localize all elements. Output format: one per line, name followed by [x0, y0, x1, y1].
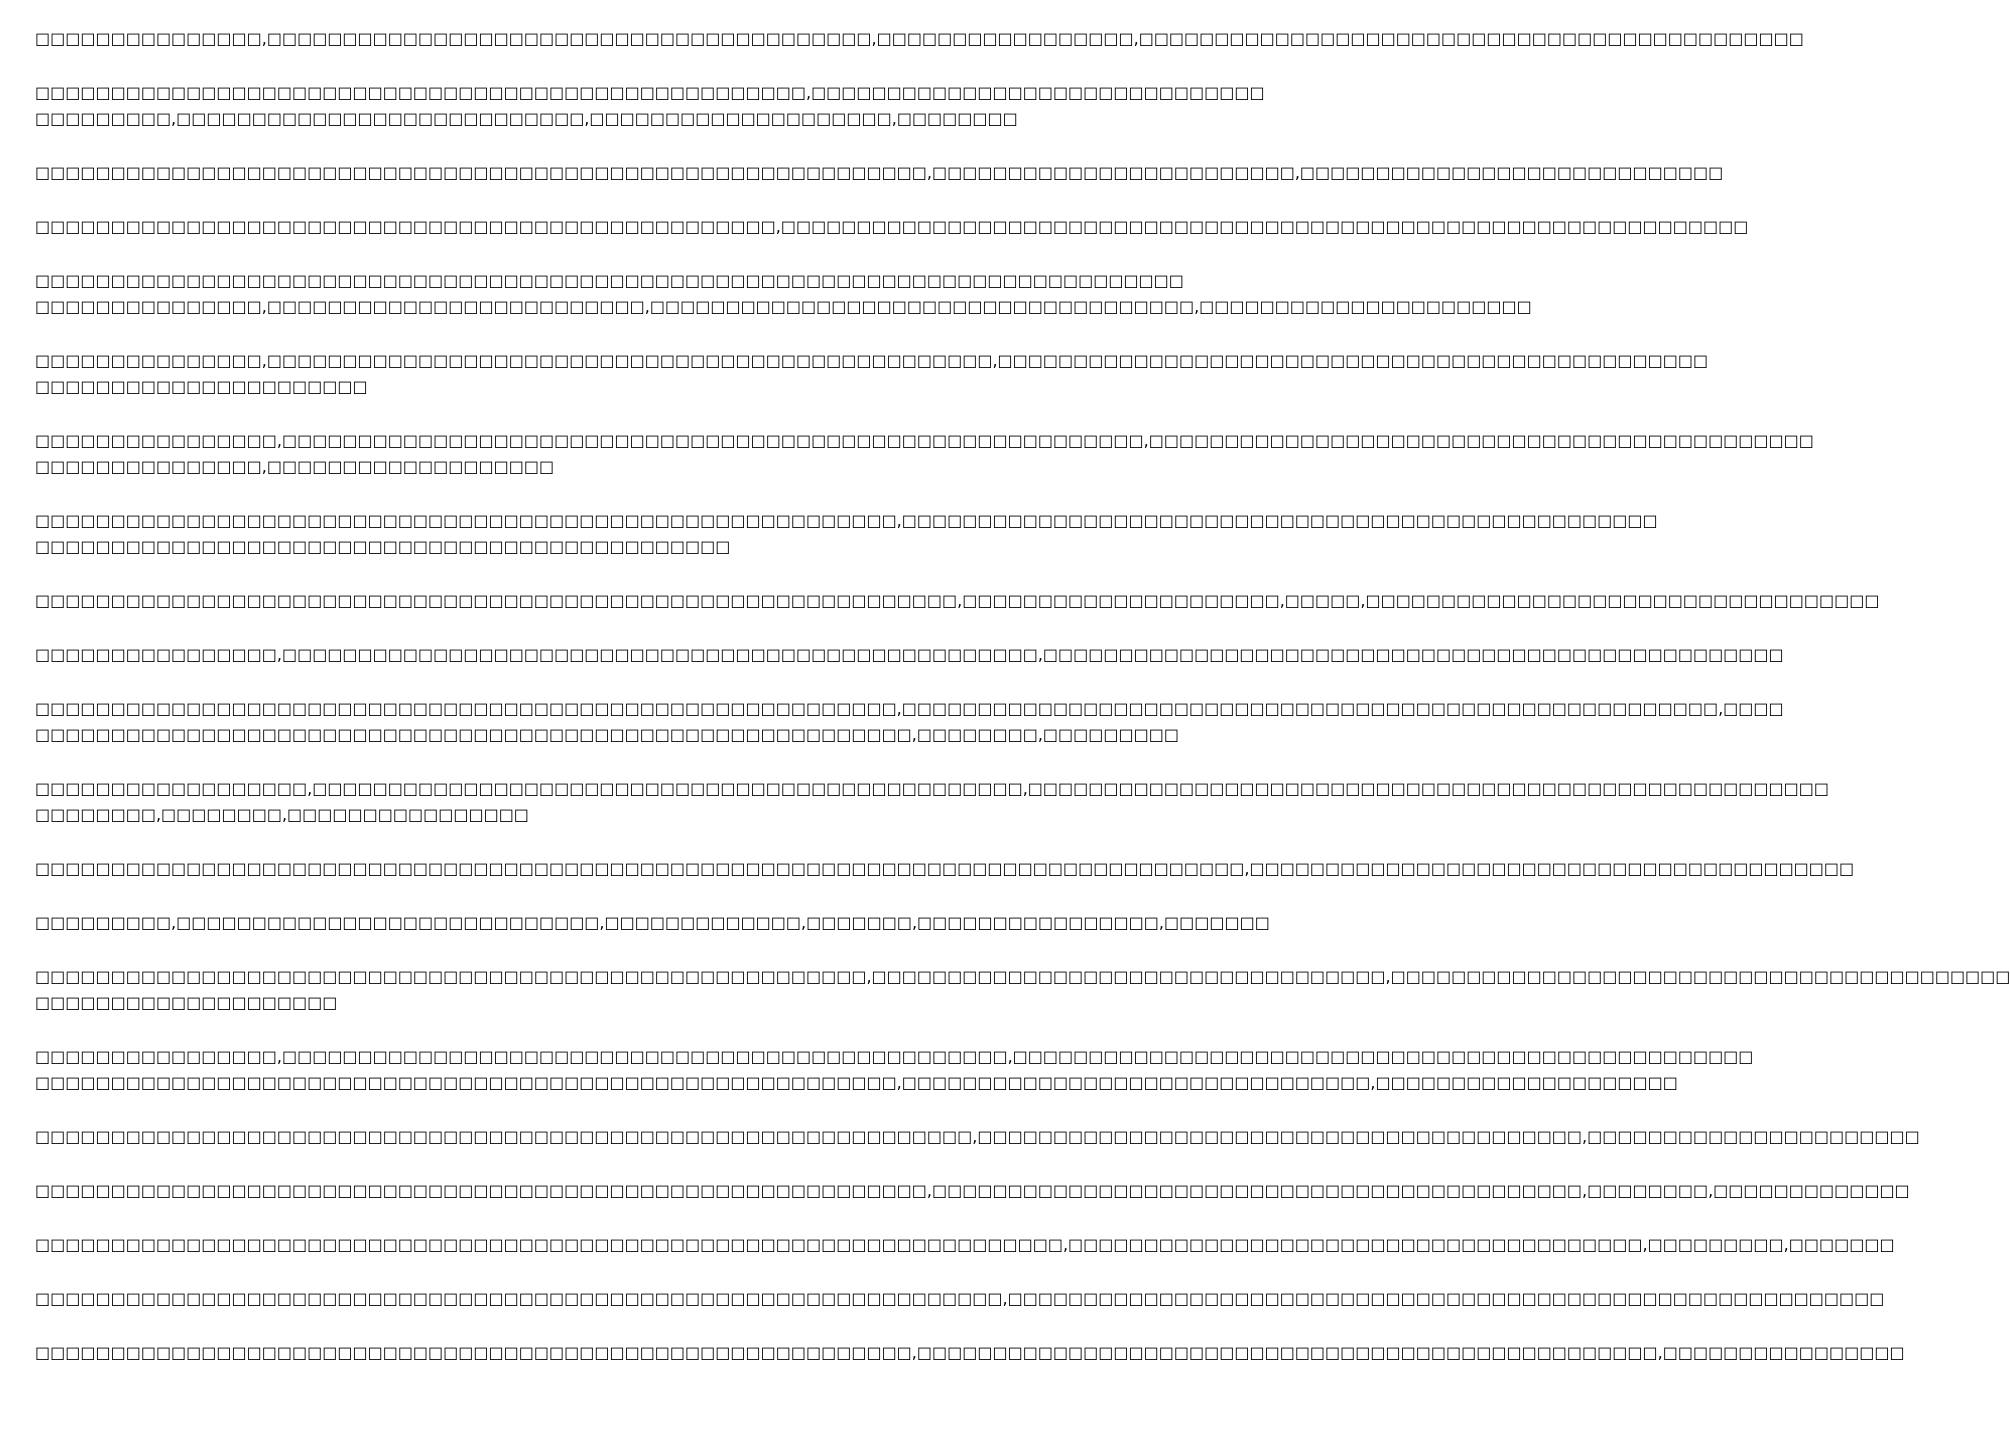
paragraph — [35, 1178, 1910, 1204]
text-line: □□□□□□□□□□□□□□□□□□□□□□□□□□□□□□□□□□□□□□□□□□□□□□□□□□□□□□□,□□□□□□□□□□□□□□□□□□□□□□□□□□□□□□□□□□,□□□□□□□□□□□□□□□□□□□□□□□□□□□□□□□□□□□□□□□□□ — [35, 967, 2010, 986]
document-body — [35, 26, 2010, 1394]
paragraph — [35, 348, 1709, 400]
text-line: □□□□□□□□□□□□□□□□□□□□ — [35, 993, 338, 1012]
paragraph — [35, 588, 1880, 614]
paragraph — [35, 508, 1658, 560]
paragraph — [35, 964, 2010, 1016]
text-line: □□□□□□□□□□□□□□□□□□□□□□ — [35, 377, 368, 396]
paragraph — [35, 1340, 1905, 1366]
paragraph — [35, 268, 1532, 320]
text-line: □□□□□□□□□□□□□□□□,□□□□□□□□□□□□□□□□□□□□□□□□□□□□□□□□□□□□□□□□□□□□□□□□,□□□□□□□□□□□□□□□□□□□□□□□□□□□□□□□□□□□□□□□□□□□□□□□□□ — [35, 1047, 1754, 1066]
text-line: □□□□□□□□□,□□□□□□□□□□□□□□□□□□□□□□□□□□□,□□□□□□□□□□□□□□□□□□□□,□□□□□□□□ — [35, 109, 1018, 128]
text-line: □□□□□□□□□□□□□□□□□□□□□□□□□□□□□□□□□□□□□□□□□□□□□□□□□□□□□□□□□□□□□□□□□□□□,□□□□□□□□□□□□□□□□□□□□□□□□□□□□□□□□□□□□□□,□□□□□□□□□,□□□□□□□ — [35, 1235, 1895, 1254]
text-line: □□□□□□□□□□□□□□□□□□□□□□□□□□□□□□□□□□□□□□□□□□□□□□□□□□□□□□□□□□□□□,□□□□□□□□□□□□□□□□□□□□□,□□□□□,□□□□□□□□□□□□□□□□□□□□□□□□□□□□□□□□□□ — [35, 591, 1880, 610]
paragraph — [35, 1232, 1895, 1258]
paragraph — [35, 1286, 1885, 1312]
paragraph — [35, 428, 1814, 480]
text-line: □□□□□□□□□□□□□□□□□□□□□□□□□□□□□□□□□□□□□□□□□□□□□□□□□□□□□□□□□,□□□□□□□□□□□□□□□□□□□□□□□□□□□□□□□,□□□□□□□□□□□□□□□□□□□□ — [35, 1073, 1678, 1092]
text-line: □□□□□□□□□□□□□□□□□□□□□□□□□□□□□□□□□□□□□□□□□□□□□□□□□□□□□□□□□□□□□□□□□□□□□□□□□□□□□□□□,□□□□□□□□□□□□□□□□□□□□□□□□□□□□□□□□□□□□□□□□ — [35, 859, 1855, 878]
paragraph — [35, 214, 1749, 240]
paragraph — [35, 910, 1270, 936]
text-line: □□□□□□□□□□□□□□□□□□□□□□□□□□□□□□□□□□□□□□□□□□□□□□□□□□□□□□□□□□,□□□□□□□□,□□□□□□□□□ — [35, 725, 1179, 744]
text-line: □□□□□□□□□□□□□□□□,□□□□□□□□□□□□□□□□□□□□□□□□□□□□□□□□□□□□□□□□□□□□□□□□□□□□□□□□□,□□□□□□□□□□□□□□□□□□□□□□□□□□□□□□□□□□□□□□□□□□□□ — [35, 431, 1814, 450]
paragraph — [35, 696, 1784, 748]
text-line: □□□□□□□□□□□□□□□□□□□□□□□□□□□□□□□□□□□□□□□□□□□□□□□□□□□□□□□□□,□□□□□□□□□□□□□□□□□□□□□□□□□□□□□□□□□□□□□□□□□□□□□□□□□□□□□□,□□□□ — [35, 699, 1784, 718]
text-line: □□□□□□□□□□□□□□□□□□□□□□□□□□□□□□□□□□□□□□□□□□□□□□□□□□□□□□□□□□□□□□,□□□□□□□□□□□□□□□□□□□□□□□□□□□□□□□□□□□□□□□□,□□□□□□□□□□□□□□□□□□□□□□ — [35, 1127, 1920, 1146]
text-line: □□□□□□□□□□□□□□□□,□□□□□□□□□□□□□□□□□□□□□□□□□□□□□□□□□□□□□□□□□□□□□□□□□□,□□□□□□□□□□□□□□□□□□□□□□□□□□□□□□□□□□□□□□□□□□□□□□□□□ — [35, 645, 1784, 664]
text-line: □□□□□□□□□□□□□□□□□□,□□□□□□□□□□□□□□□□□□□□□□□□□□□□□□□□□□□□□□□□□□□□□□□,□□□□□□□□□□□□□□□□□□□□□□□□□□□□□□□□□□□□□□□□□□□□□□□□□□□□□ — [35, 779, 1829, 798]
text-line: □□□□□□□□□□□□□□□□□□□□□□□□□□□□□□□□□□□□□□□□□□□□□□□□□□□□□□□□□□□,□□□□□□□□□□□□□□□□□□□□□□□□,□□□□□□□□□□□□□□□□□□□□□□□□□□□□ — [35, 163, 1724, 182]
text-line: □□□□□□□□□□□□□□□,□□□□□□□□□□□□□□□□□□□□□□□□□□□□□□□□□□□□□□□□□□□□□□□□,□□□□□□□□□□□□□□□□□□□□□□□□□□□□□□□□□□□□□□□□□□□□□□□ — [35, 351, 1709, 370]
text-line: □□□□□□□□□□□□□□□□□□□□□□□□□□□□□□□□□□□□□□□□□□□□□□□□□□□,□□□□□□□□□□□□□□□□□□□□□□□□□□□□□□ — [35, 83, 1265, 102]
text-line: □□□□□□□□□□□□□□□□□□□□□□□□□□□□□□□□□□□□□□□□□□□□□□□□□□□□□□□□□□□□□□□□,□□□□□□□□□□□□□□□□□□□□□□□□□□□□□□□□□□□□□□□□□□□□□□□□□□□□□□□□□□ — [35, 1289, 1885, 1308]
text-line: □□□□□□□□□□□□□□□□□□□□□□□□□□□□□□□□□□□□□□□□□□□□□□□□□□□□□□□□□,□□□□□□□□□□□□□□□□□□□□□□□□□□□□□□□□□□□□□□□□□□□□□□□□□□ — [35, 511, 1658, 530]
paragraph — [35, 776, 1829, 828]
paragraph — [35, 856, 1855, 882]
paragraph — [35, 642, 1784, 668]
paragraph — [35, 26, 1804, 52]
text-line: □□□□□□□□□□□□□□□□□□□□□□□□□□□□□□□□□□□□□□□□□□□□□□□□□,□□□□□□□□□□□□□□□□□□□□□□□□□□□□□□□□□□□□□□□□□□□□□□□□□□□□□□□□□□□□□□□□ — [35, 217, 1749, 236]
text-line: □□□□□□□□□□□□□□□□□□□□□□□□□□□□□□□□□□□□□□□□□□□□□□ — [35, 537, 731, 556]
paragraph — [35, 1124, 1920, 1150]
paragraph — [35, 160, 1724, 186]
text-line: □□□□□□□□□□□□□□□,□□□□□□□□□□□□□□□□□□□□□□□□□□□□□□□□□□□□□□□□,□□□□□□□□□□□□□□□□□,□□□□□□□□□□□□□□□□□□□□□□□□□□□□□□□□□□□□□□□□□□□□ — [35, 29, 1804, 48]
text-line: □□□□□□□□□□□□□□□,□□□□□□□□□□□□□□□□□□□□□□□□□,□□□□□□□□□□□□□□□□□□□□□□□□□□□□□□□□□□□□,□□□□□□□□□□□□□□□□□□□□□□ — [35, 297, 1532, 316]
text-line: □□□□□□□□□□□□□□□□□□□□□□□□□□□□□□□□□□□□□□□□□□□□□□□□□□□□□□□□□□□,□□□□□□□□□□□□□□□□□□□□□□□□□□□□□□□□□□□□□□□□□□□,□□□□□□□□,□□□□□□□□□□□□□ — [35, 1181, 1910, 1200]
text-line: □□□□□□□□□□□□□□□□□□□□□□□□□□□□□□□□□□□□□□□□□□□□□□□□□□□□□□□□□□,□□□□□□□□□□□□□□□□□□□□□□□□□□□□□□□□□□□□□□□□□□□□□□□□□,□□□□□□□□□□□□□□□□ — [35, 1343, 1905, 1362]
paragraph — [35, 1044, 1754, 1096]
paragraph — [35, 80, 1265, 132]
text-line: □□□□□□□□,□□□□□□□□,□□□□□□□□□□□□□□□□ — [35, 805, 529, 824]
text-line: □□□□□□□□□□□□□□□□□□□□□□□□□□□□□□□□□□□□□□□□□□□□□□□□□□□□□□□□□□□□□□□□□□□□□□□□□□□□ — [35, 271, 1184, 290]
text-line: □□□□□□□□□□□□□□□,□□□□□□□□□□□□□□□□□□□ — [35, 457, 555, 476]
text-line: □□□□□□□□□,□□□□□□□□□□□□□□□□□□□□□□□□□□□□,□□□□□□□□□□□□□,□□□□□□□,□□□□□□□□□□□□□□□□,□□□□□□□ — [35, 913, 1270, 932]
